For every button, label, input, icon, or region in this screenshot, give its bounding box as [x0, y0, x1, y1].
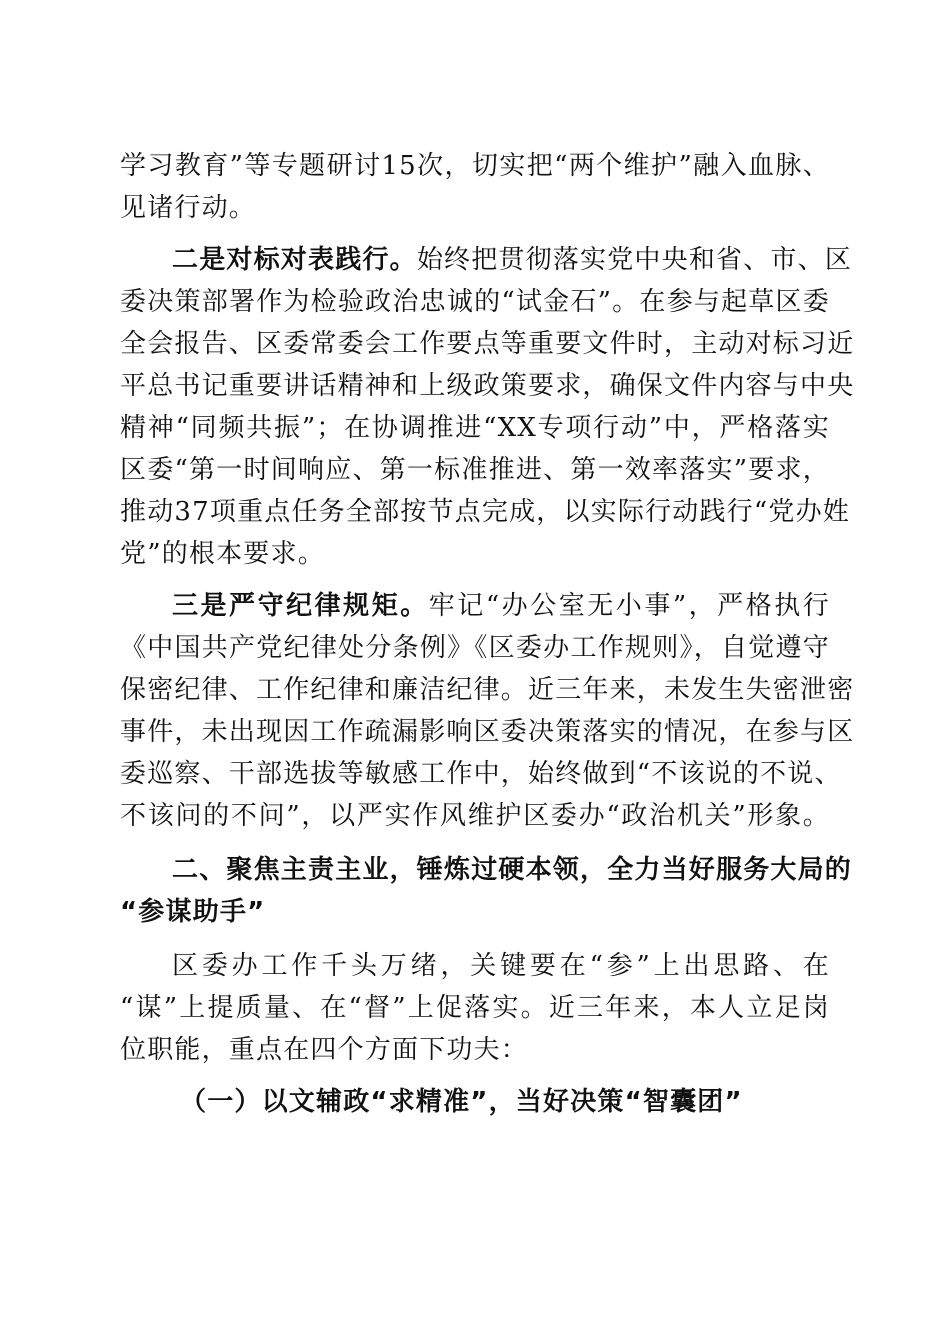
body-line: 位职能，重点在四个方面下功夫： [120, 1035, 529, 1065]
paragraph-lead-heading: 三是严守纪律规矩。 [172, 591, 429, 621]
paragraph-lead-heading: 二是对标对表践行。 [172, 245, 417, 275]
body-line: 不该问的不问”，以严实作风维护区委办“政治机关”形象。 [120, 801, 830, 831]
body-line: 事件，未出现因工作疏漏影响区委决策落实的情况，在参与区 [120, 717, 855, 747]
paragraph-line-with-lead [172, 588, 830, 624]
body-line: 委决策部署作为检验政治忠诚的“试金石”。在参与起草区委 [120, 287, 830, 317]
body-line: 精神“同频共振”；在协调推进“XX专项行动”中，严格落实 [120, 413, 830, 443]
body-line: 见诸行动。 [120, 193, 257, 223]
body-line: 区委“第一时间响应、第一标准推进、第一效率落实”要求， [120, 455, 830, 485]
body-line: 学习教育”等专题研讨15次，切实把“两个维护”融入血脉、 [120, 151, 830, 181]
body-line: 平总书记重要讲话精神和上级政策要求，确保文件内容与中央 [120, 371, 855, 401]
body-line: “谋”上提质量、在“督”上促落实。近三年来，本人立足岗 [120, 993, 830, 1023]
body-line: 保密纪律、工作纪律和廉洁纪律。近三年来，未发生失密泄密 [120, 675, 855, 705]
body-line: 全会报告、区委常委会工作要点等重要文件时，主动对标习近 [120, 329, 855, 359]
body-line: 委巡察、干部选拔等敏感工作中，始终做到“不该说的不说、 [120, 759, 842, 789]
body-line: 《中国共产党纪律处分条例》《区委办工作规则》，自觉遵守 [120, 633, 830, 663]
paragraph-line-with-lead [172, 242, 853, 278]
section-heading-continued: “参谋助手” [120, 897, 266, 927]
body-line: 推动37项重点任务全部按节点完成，以实际行动践行“党办姓 [120, 497, 850, 527]
subsection-heading: （一）以文辅政“求精准”，当好决策“智囊团” [180, 1087, 743, 1117]
body-line: 党”的根本要求。 [120, 539, 325, 569]
paragraph-lead-text: 牢记“办公室无小事”，严格执行 [428, 591, 830, 621]
section-heading: 二、聚焦主责主业，锤炼过硬本领，全力当好服务大局的 [172, 855, 853, 885]
body-line: 区委办工作千头万绪，关键要在“参”上出思路、在 [172, 951, 830, 981]
paragraph-lead-text: 始终把贯彻落实党中央和省、市、区 [416, 245, 853, 275]
